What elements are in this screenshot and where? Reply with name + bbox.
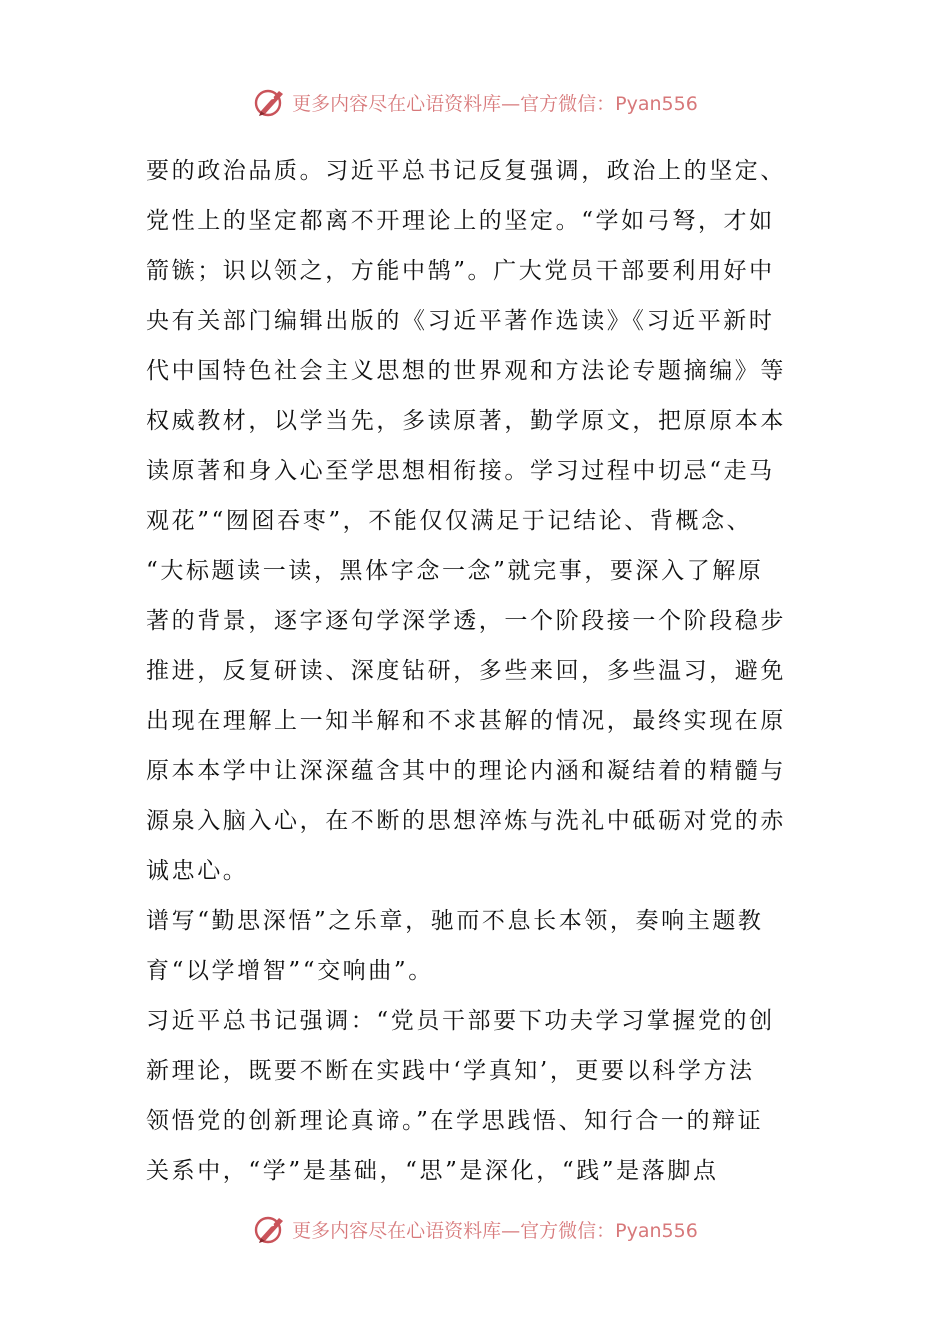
text-line: 要的政治品质。习近平总书记反复强调，政治上的坚定、 xyxy=(146,158,786,184)
text-line: 推进，反复研读、深度钻研，多些来回，多些温习，避免 xyxy=(146,658,786,684)
text-line: 习近平总书记强调：“党员干部要下功夫学习掌握党的创 xyxy=(146,1008,775,1034)
text-line: 新理论，既要不断在实践中‘学真知’，更要以科学方法 xyxy=(146,1058,755,1084)
text-line: 箭镞；识以领之，方能中鹄”。广大党员干部要利用好中 xyxy=(146,258,775,284)
text-line: 领悟党的创新理论真谛。”在学思践悟、知行合一的辩证 xyxy=(146,1108,764,1134)
document-body xyxy=(146,146,806,1196)
text-line: “大标题读一读，黑体字念一念”就完事，要深入了解原 xyxy=(146,558,764,584)
pen-in-circle-icon xyxy=(252,84,288,120)
text-line: 著的背景，逐字逐句学深学透，一个阶段接一个阶段稳步 xyxy=(146,608,786,634)
text-line: 出现在理解上一知半解和不求甚解的情况，最终实现在原 xyxy=(146,708,786,734)
text-line: 诚忠心。 xyxy=(146,858,249,884)
text-line: 观花”“囫囵吞枣”，不能仅仅满足于记结论、背概念、 xyxy=(146,508,753,534)
banner-text: 更多内容尽在心语资料库—官方微信： xyxy=(292,92,616,115)
pen-in-circle-icon xyxy=(252,1211,288,1247)
text-line: 党性上的坚定都离不开理论上的坚定。“学如弓弩，才如 xyxy=(146,208,775,234)
section-heading: 谱写“勤思深悟”之乐章，驰而不息长本领，奏响主题教 xyxy=(146,908,764,934)
text-line: 原本本学中让深深蕴含其中的理论内涵和凝结着的精髓与 xyxy=(146,758,786,784)
text-line: 源泉入脑入心，在不断的思想淬炼与洗礼中砥砺对党的赤 xyxy=(146,808,786,834)
header-banner xyxy=(0,82,950,122)
text-line: 代中国特色社会主义思想的世界观和方法论专题摘编》等 xyxy=(146,358,786,384)
banner-wechat-id: Pyan556 xyxy=(615,1219,698,1242)
text-line: 央有关部门编辑出版的《习近平著作选读》《习近平新时 xyxy=(146,308,775,334)
text-line: 关系中，“学”是基础，“思”是深化，“践”是落脚点 xyxy=(146,1158,719,1184)
banner-text: 更多内容尽在心语资料库—官方微信： xyxy=(292,1219,616,1242)
text-line: 权威教材，以学当先，多读原著，勤学原文，把原原本本 xyxy=(146,408,786,434)
banner-wechat-id: Pyan556 xyxy=(615,92,698,115)
text-line: 读原著和身入心至学思想相衔接。学习过程中切忌“走马 xyxy=(146,458,775,484)
section-heading: 育“以学增智”“交响曲”。 xyxy=(146,958,434,984)
footer-banner xyxy=(0,1209,950,1249)
